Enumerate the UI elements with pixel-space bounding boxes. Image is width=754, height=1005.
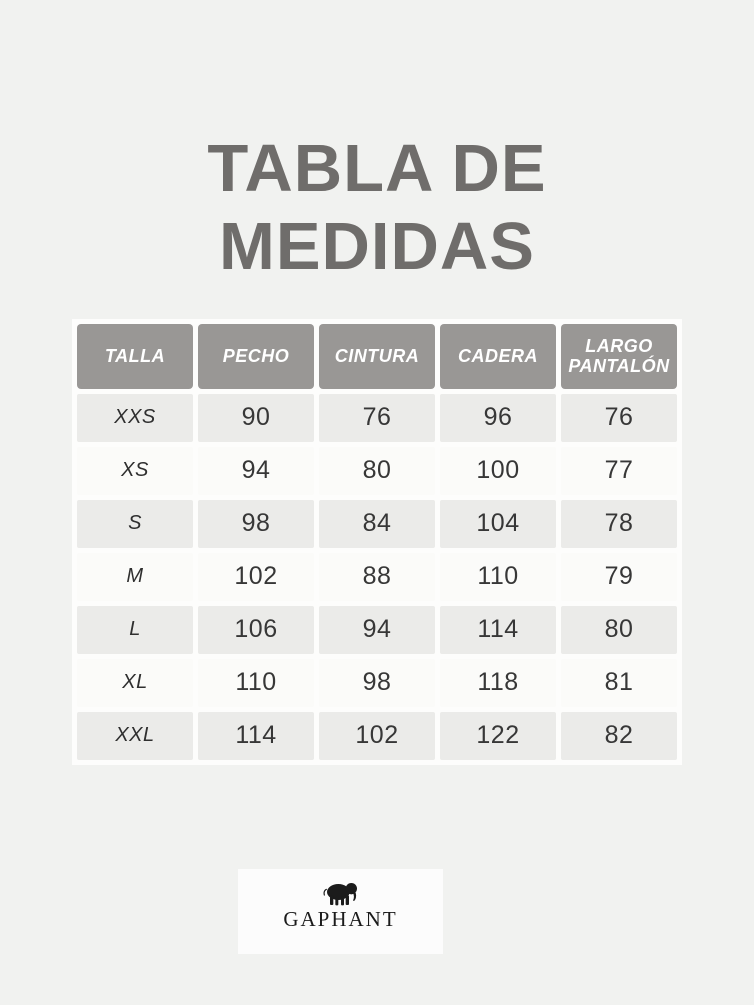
brand-logo [238, 869, 443, 954]
measurement-value: 114 [440, 606, 556, 654]
table-row [77, 394, 677, 442]
table-row [77, 500, 677, 548]
size-label: L [77, 606, 193, 654]
measurement-value: 77 [561, 447, 677, 495]
brand-name: GAPHANT [283, 906, 398, 931]
measurement-value: 100 [440, 447, 556, 495]
measurement-value: 94 [319, 606, 435, 654]
size-label: XL [77, 659, 193, 707]
measurement-value: 110 [198, 659, 314, 707]
measurement-value: 81 [561, 659, 677, 707]
measurement-value: 80 [319, 447, 435, 495]
header-row [77, 324, 677, 389]
measurement-value: 98 [198, 500, 314, 548]
measurement-value: 106 [198, 606, 314, 654]
size-label: M [77, 553, 193, 601]
size-label: XS [77, 447, 193, 495]
column-header-cadera: CADERA [440, 324, 556, 389]
measurement-value: 76 [319, 394, 435, 442]
measurement-value: 98 [319, 659, 435, 707]
measurement-value: 82 [561, 712, 677, 760]
measurement-value: 76 [561, 394, 677, 442]
elephant-icon [321, 878, 361, 906]
table-row [77, 659, 677, 707]
measurement-value: 122 [440, 712, 556, 760]
measurement-value: 88 [319, 553, 435, 601]
measurement-value: 80 [561, 606, 677, 654]
measurement-value: 90 [198, 394, 314, 442]
size-table [72, 319, 682, 765]
table-row [77, 553, 677, 601]
size-table-body [77, 394, 677, 760]
measurement-value: 102 [198, 553, 314, 601]
column-header-pecho: PECHO [198, 324, 314, 389]
measurement-value: 94 [198, 447, 314, 495]
column-header-talla: TALLA [77, 324, 193, 389]
size-label: XXL [77, 712, 193, 760]
table-row [77, 712, 677, 760]
size-table-header [77, 324, 677, 389]
measurement-value: 102 [319, 712, 435, 760]
measurement-value: 96 [440, 394, 556, 442]
measurement-value: 118 [440, 659, 556, 707]
table-row [77, 447, 677, 495]
measurement-value: 104 [440, 500, 556, 548]
column-header-largo-pantalon: LARGO PANTALÓN [561, 324, 677, 389]
measurement-value: 114 [198, 712, 314, 760]
measurement-value: 78 [561, 500, 677, 548]
size-label: XXS [77, 394, 193, 442]
measurement-value: 110 [440, 553, 556, 601]
measurement-value: 79 [561, 553, 677, 601]
table-row [77, 606, 677, 654]
page-title: TABLA DE MEDIDAS [207, 131, 547, 285]
size-label: S [77, 500, 193, 548]
measurement-value: 84 [319, 500, 435, 548]
column-header-cintura: CINTURA [319, 324, 435, 389]
